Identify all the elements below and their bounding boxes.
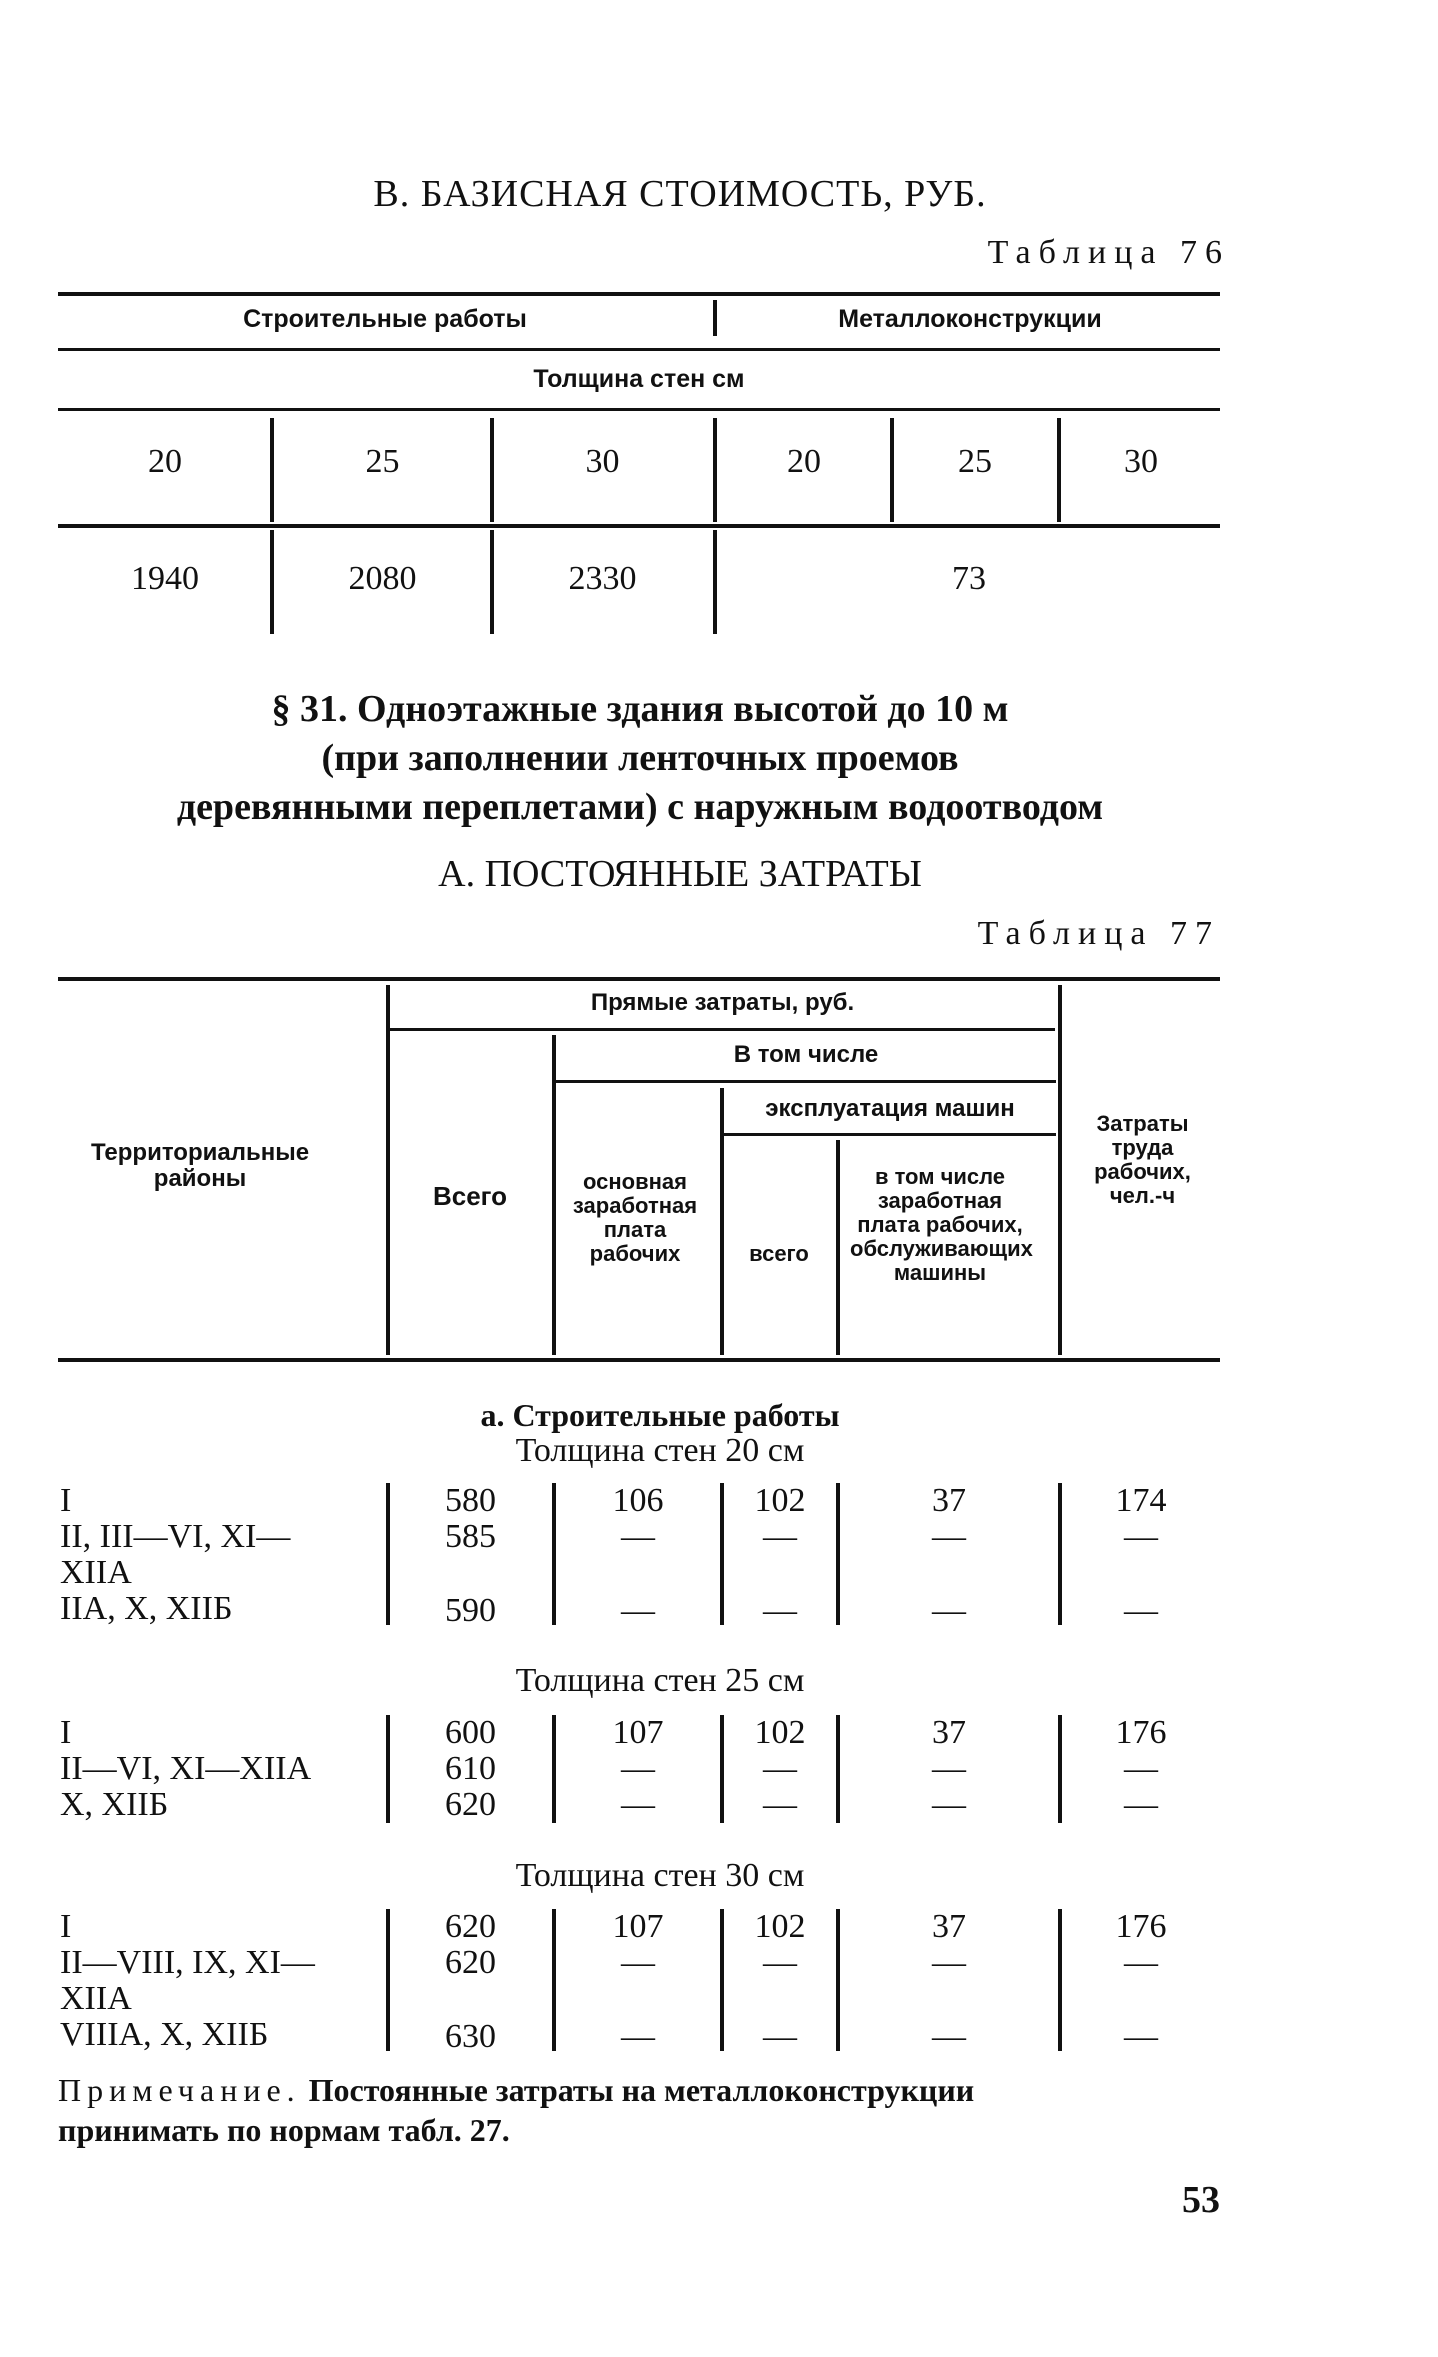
table77-header-labor: Затраты труда рабочих, чел.-ч [1094, 1111, 1191, 1208]
table77-header-base-wage: основная заработная плата рабочих [572, 1169, 698, 1266]
note-line2: принимать по нормам табл. 27. [58, 2112, 510, 2148]
table76-col-construction: Строительные работы [243, 305, 527, 333]
table77-label: Таблица 77 [977, 915, 1220, 952]
table-row-region: IIА, X, XIIБ [60, 1590, 233, 1627]
table76-thickness-25a: 25 [365, 443, 400, 480]
table-cell-wage: — [621, 1750, 655, 1787]
table-cell-labor: — [1124, 1518, 1158, 1555]
table-cell-mwage: — [932, 1518, 966, 1555]
table76-label: Таблица 76 [987, 234, 1230, 271]
table-cell-total: 585 [445, 1518, 496, 1555]
table-cell-wage: 107 [612, 1714, 664, 1751]
table-cell-mach: 102 [754, 1482, 806, 1519]
table-row-region-cont: XIIА [60, 1980, 132, 2017]
table-row-region-cont: XIIА [60, 1554, 132, 1591]
group-title-25: Толщина стен 25 см [515, 1662, 805, 1699]
section31-line3: деревянными переплетами) с наружным водоотводом [176, 786, 1104, 828]
table76-value-metal: 73 [952, 560, 986, 597]
table-cell-mwage: 37 [932, 1908, 966, 1945]
table-cell-wage: 107 [612, 1908, 664, 1945]
table77-header-machine-total: всего [749, 1241, 809, 1266]
table-cell-total: 610 [445, 1750, 496, 1787]
table-cell-wage: — [621, 1944, 655, 1981]
section-b-title: В. БАЗИСНАЯ СТОИМОСТЬ, РУБ. [373, 173, 987, 215]
table-cell-mach: — [763, 1592, 797, 1629]
table-cell-wage: — [621, 1592, 655, 1629]
table-cell-labor: — [1124, 1592, 1158, 1629]
table-cell-wage: — [621, 1786, 655, 1823]
table77-header-total: Всего [432, 1181, 508, 1211]
table-row-region: II, III—VI, XI— [60, 1518, 291, 1555]
table-cell-labor: 176 [1115, 1908, 1167, 1945]
table77-header-machine-wage: в том числе заработная плата рабочих, обслуживающих машины [850, 1164, 1033, 1285]
table76-thickness-20b: 20 [787, 443, 821, 480]
table-row-region: I [60, 1908, 72, 1945]
table76-subheader: Толщина стен см [533, 365, 745, 393]
table-cell-total: 620 [445, 1944, 496, 1981]
table-cell-total: 630 [445, 2018, 496, 2055]
table-row-region: VIIIА, X, XIIБ [60, 2016, 269, 2053]
table-cell-mwage: — [932, 1592, 966, 1629]
table-cell-total: 590 [445, 1592, 496, 1629]
table-cell-labor: — [1124, 1944, 1158, 1981]
section31-line1: § 31. Одноэтажные здания высотой до 10 м [271, 688, 1009, 730]
table77-subtitle: а. Строительные работы [480, 1397, 840, 1433]
table76-thickness-30b: 30 [1124, 443, 1158, 480]
note-line1: Постоянные затраты на металлоконструкции [300, 2072, 975, 2108]
table76-thickness-30a: 30 [585, 443, 620, 480]
table-cell-mach: — [763, 1944, 797, 1981]
note-label: Примечание. [58, 2072, 301, 2108]
table-cell-mwage: — [932, 1786, 966, 1823]
table76-thickness-25b: 25 [958, 443, 992, 480]
table76-value-20: 1940 [131, 560, 199, 597]
note [58, 2070, 1228, 2150]
table-row-region: I [60, 1714, 72, 1751]
table-cell-wage: — [621, 2018, 655, 2055]
table-cell-total: 620 [445, 1786, 496, 1823]
table77-header-direct-costs: Прямые затраты, руб. [590, 989, 855, 1016]
table-cell-mach: — [763, 2018, 797, 2055]
table-cell-mach: 102 [754, 1908, 806, 1945]
table-cell-mwage: — [932, 1944, 966, 1981]
table76-col-metal: Металлоконструкции [838, 305, 1102, 333]
table-cell-mwage: — [932, 1750, 966, 1787]
table-row-region: I [60, 1482, 72, 1519]
table76-value-30: 2330 [568, 560, 637, 597]
table77-header-regions: Территориальные районы [90, 1139, 310, 1192]
table-cell-mach: — [763, 1750, 797, 1787]
table-cell-mwage: — [932, 2018, 966, 2055]
table-row-region: II—VIII, IX, XI— [60, 1944, 315, 1981]
table-cell-wage: 106 [612, 1482, 664, 1519]
group-title-30: Толщина стен 30 см [515, 1857, 805, 1894]
table-cell-mach: 102 [754, 1714, 806, 1751]
table-cell-total: 580 [445, 1482, 496, 1519]
section31-line2: (при заполнении ленточных проемов [321, 737, 959, 779]
table77-header-machine-ops: эксплуатация машин [765, 1095, 1015, 1122]
table-cell-labor: 176 [1115, 1714, 1167, 1751]
table-cell-total: 620 [445, 1908, 496, 1945]
table-cell-total: 600 [445, 1714, 496, 1751]
table-cell-mach: — [763, 1518, 797, 1555]
table-row-region: X, XIIБ [60, 1786, 169, 1823]
table-cell-mach: — [763, 1786, 797, 1823]
table76-thickness-20a: 20 [148, 443, 182, 480]
table-cell-wage: — [621, 1518, 655, 1555]
table-cell-mwage: 37 [932, 1714, 966, 1751]
page-number: 53 [1182, 2179, 1220, 2221]
table-cell-labor: — [1124, 2018, 1158, 2055]
table-cell-mwage: 37 [932, 1482, 966, 1519]
table76-value-25: 2080 [348, 560, 417, 597]
table-row-region: II—VI, XI—XIIА [60, 1750, 312, 1787]
table-cell-labor: — [1124, 1750, 1158, 1787]
table77-header-including: В том числе [733, 1041, 879, 1068]
table-cell-labor: 174 [1115, 1482, 1167, 1519]
section-a-title: А. ПОСТОЯННЫЕ ЗАТРАТЫ [438, 853, 922, 895]
group-title-20: Толщина стен 20 см [515, 1432, 805, 1469]
table-cell-labor: — [1124, 1786, 1158, 1823]
